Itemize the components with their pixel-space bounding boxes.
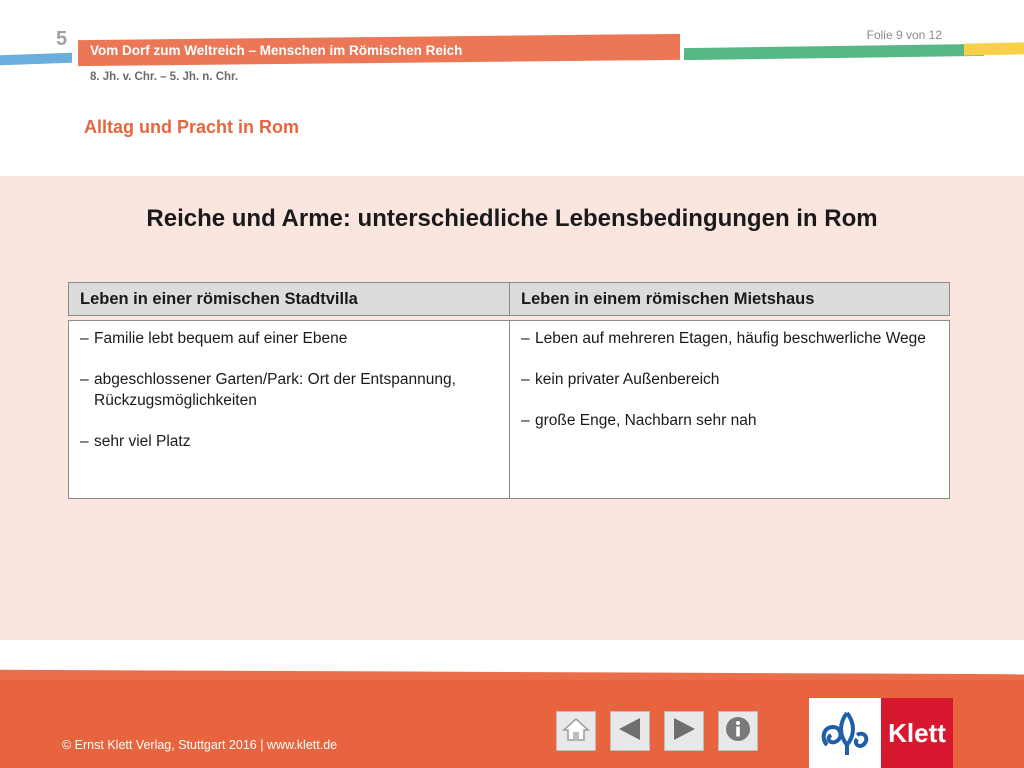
klett-logo-mark-icon (809, 698, 881, 768)
comparison-table-header (68, 282, 950, 316)
info-button[interactable] (718, 711, 758, 751)
page-title: Reiche und Arme: unterschiedliche Lebensbedingungen in Rom (146, 205, 878, 232)
header-stripe-blue (0, 53, 72, 66)
home-icon (561, 714, 591, 749)
previous-icon (615, 714, 645, 749)
section-title: Alltag und Pracht in Rom (84, 117, 300, 137)
header-mietshaus: Leben in einem römischen Mietshaus (509, 283, 949, 315)
copyright: © Ernst Klett Verlag, Stuttgart 2016 | www.klett.de (62, 738, 338, 752)
next-icon (669, 714, 699, 749)
list-item: – Familie lebt bequem auf einer Ebene (80, 328, 499, 349)
header-villa: Leben in einer römischen Stadtvilla (80, 290, 358, 308)
comparison-table-body (68, 320, 950, 499)
chapter-number: 5 (56, 28, 68, 50)
klett-logo-wordmark: Klett (881, 698, 953, 768)
villa-column (69, 321, 509, 498)
list-item: – abgeschlossener Garten/Park: Ort der Entspannung, Rückzugsmöglichkeiten (80, 369, 499, 411)
list-item: – sehr viel Platz (80, 431, 499, 452)
period-subtitle: 8. Jh. v. Chr. – 5. Jh. n. Chr. (90, 71, 239, 83)
header-stripe-yellow (964, 42, 1024, 55)
mietshaus-column (509, 321, 949, 498)
list-item: – Leben auf mehreren Etagen, häufig beschwerliche Wege (521, 328, 939, 349)
slide-counter: Folie 9 von 12 (866, 28, 942, 42)
series-title: Vom Dorf zum Weltreich – Menschen im Römischen Reich (90, 43, 463, 58)
next-button[interactable] (664, 711, 704, 751)
list-item: – große Enge, Nachbarn sehr nah (521, 410, 939, 431)
list-item: – kein privater Außenbereich (521, 369, 939, 390)
header-stripe-green (684, 44, 984, 60)
klett-logo[interactable] (809, 698, 953, 768)
info-icon (723, 714, 753, 749)
previous-button[interactable] (610, 711, 650, 751)
home-button[interactable] (556, 711, 596, 751)
